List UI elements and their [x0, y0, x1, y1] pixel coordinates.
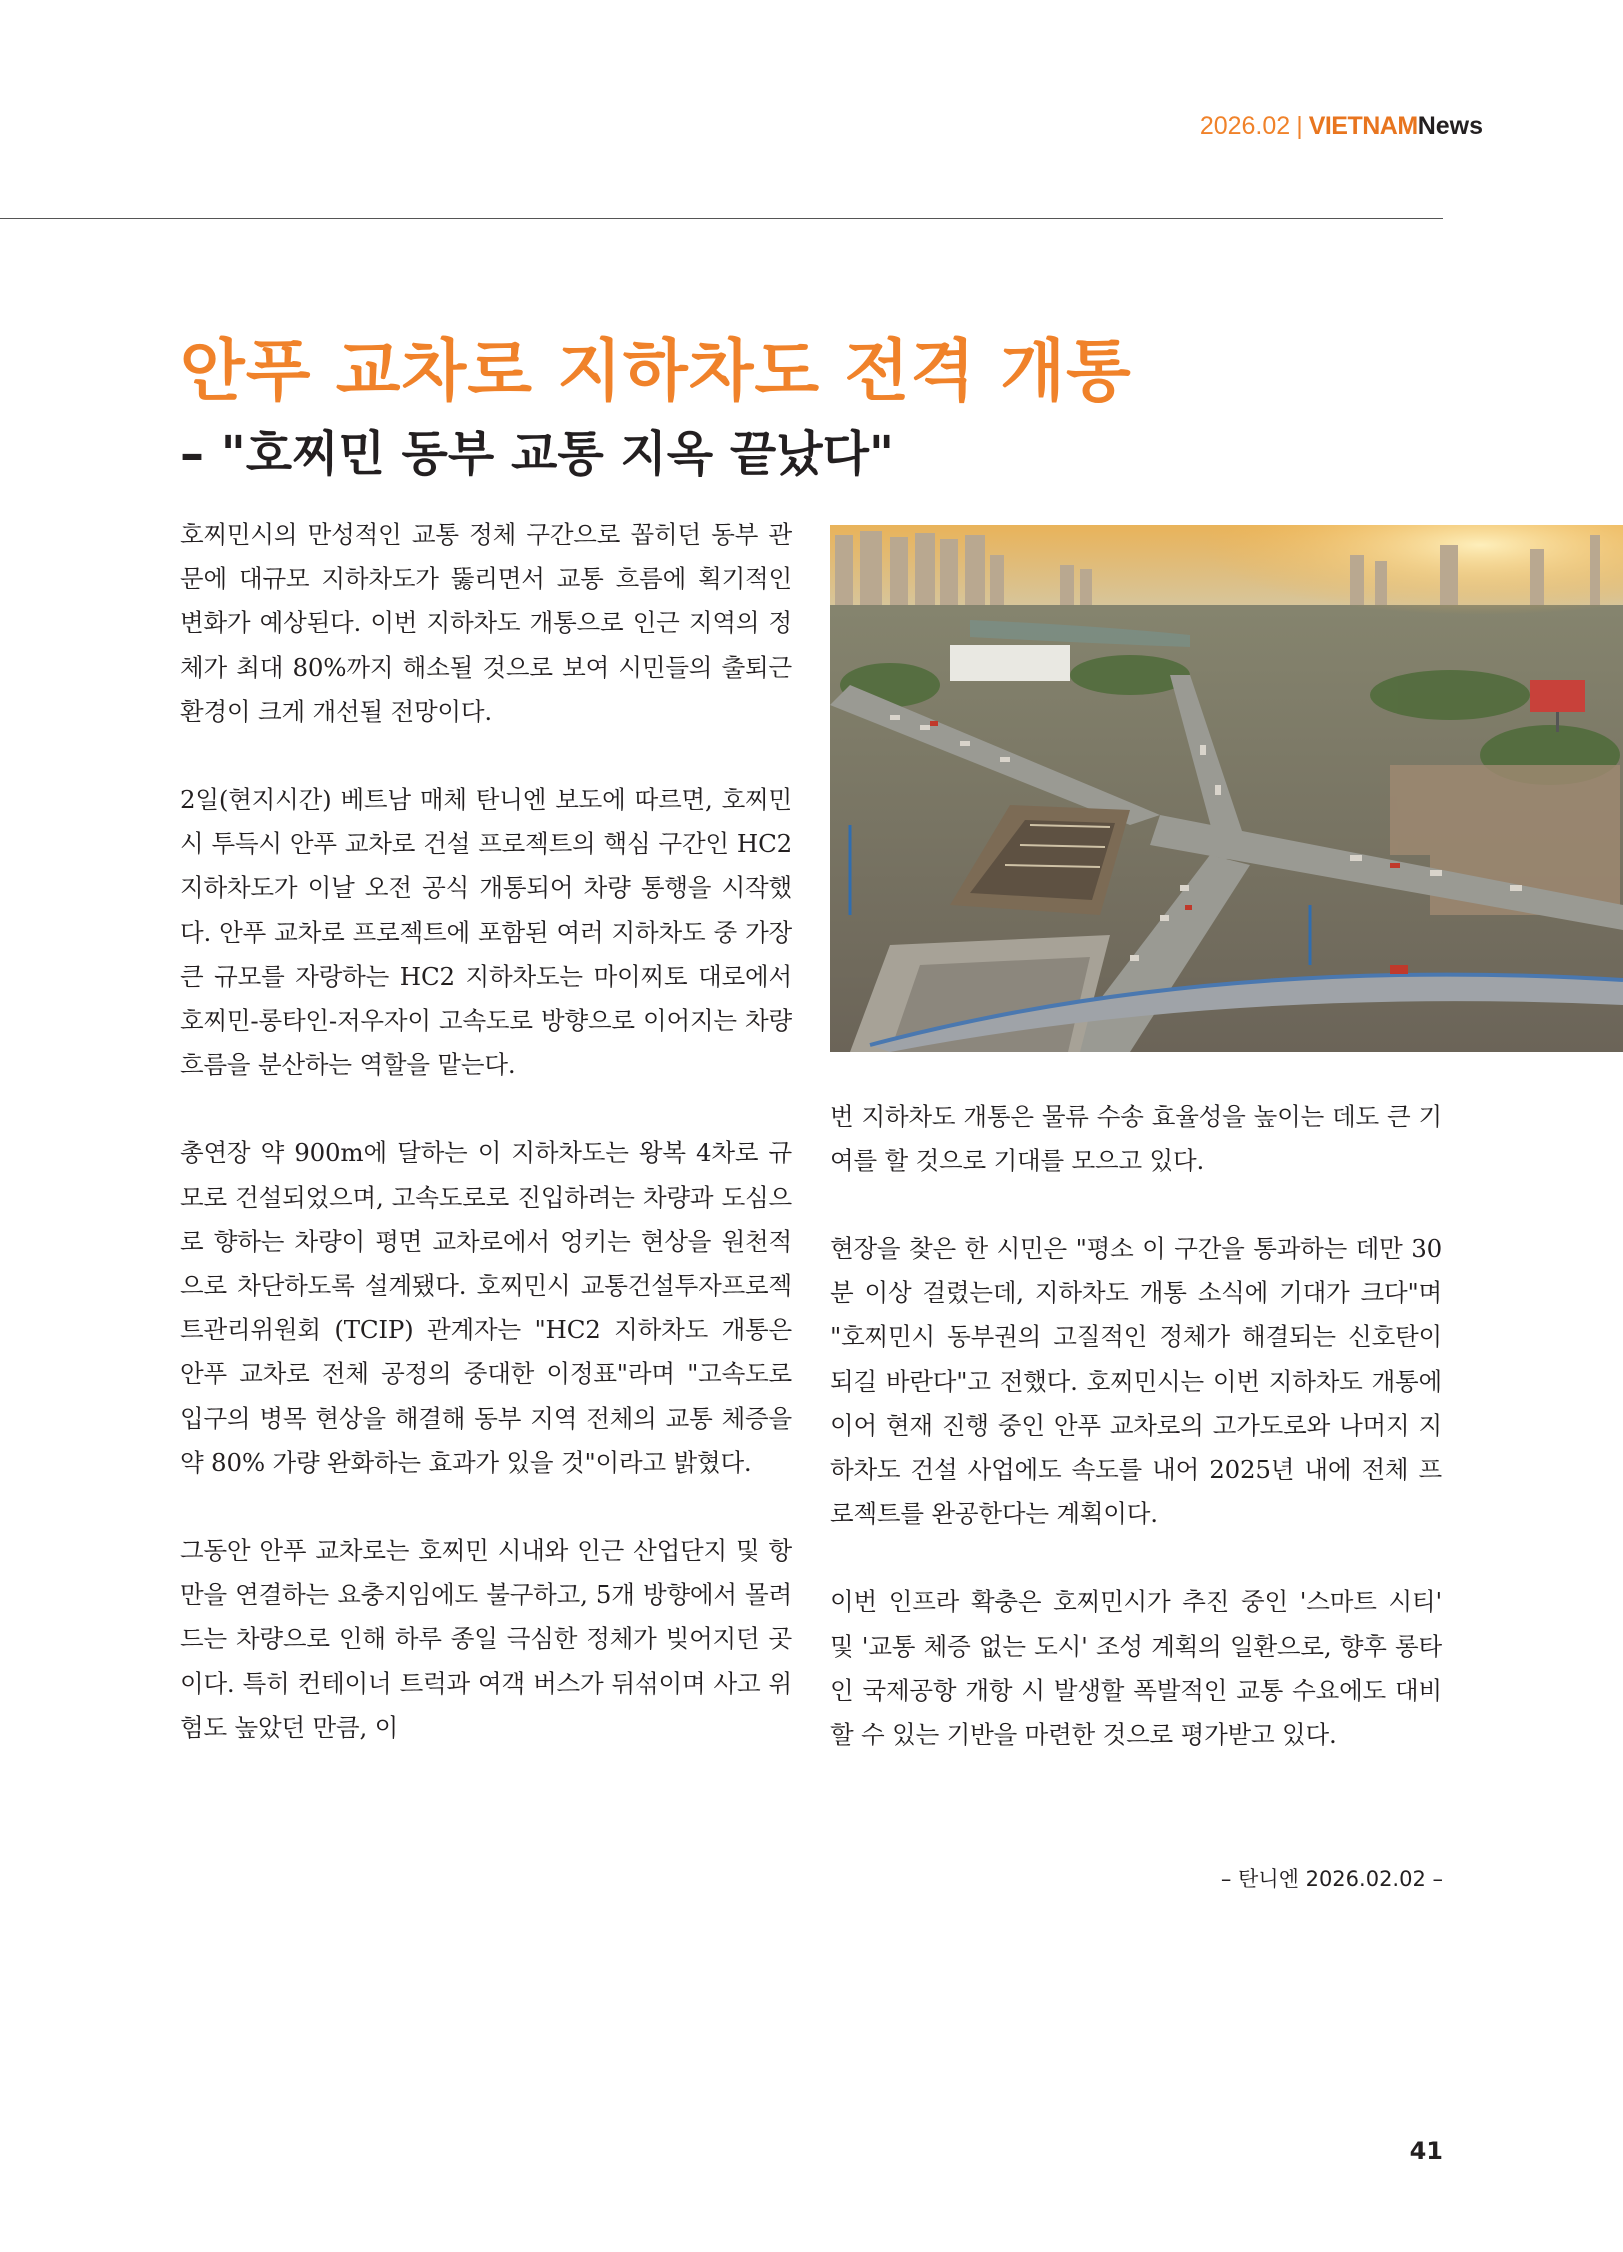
article-title: 안푸 교차로 지하차도 전격 개통 [180, 332, 1132, 410]
paragraph-1: 호찌민시의 만성적인 교통 정체 구간으로 꼽히던 동부 관문에 대규모 지하차도가 뚫리면서 교통 흐름에 획기적인 변화가 예상된다. 이번 지하차도 개통으로 인근 지역의 정체가 최대 80%까지 해소될 것으로 보여 시민들의 출퇴근 환경이 크게 개선될 전망이다. [180, 520, 792, 726]
article-subtitle: – "호찌민 동부 교통 지옥 끝났다" [180, 426, 894, 482]
paragraph-5: 현장을 찾은 한 시민은 "평소 이 구간을 통과하는 데만 30분 이상 걸렸는데, 지하차도 개통 소식에 기대가 크다"며 "호찌민시 동부권의 고질적인 정체가 해결되는 신호탄이 되길 바란다"고 전했다. 호찌민시는 이번 지하차도 개통에 이어 현재 진행 중인 안푸 교차로의 고가도로와 나머지 지하차도 건설 사업에도 속도를 내어 2025년 내에 전체 프로젝트를 완공한다는 계획이다. [830, 1234, 1442, 1529]
right-column-continuation [830, 1095, 1442, 1227]
brand-news: News [1417, 112, 1483, 140]
right-column [830, 1227, 1442, 1801]
left-column [180, 513, 792, 1794]
header-separator: | [1296, 112, 1303, 140]
paragraph-4-continued: 번 지하차도 개통은 물류 수송 효율성을 높이는 데도 큰 기여를 할 것으로 기대를 모으고 있다. [830, 1102, 1442, 1176]
header-rule [0, 218, 1443, 219]
article-source: – 탄니엔 2026.02.02 – [1220, 1867, 1443, 1891]
paragraph-4: 그동안 안푸 교차로는 호찌민 시내와 인근 산업단지 및 항만을 연결하는 요충지임에도 불구하고, 5개 방향에서 몰려드는 차량으로 인해 하루 종일 극심한 정체가 빚어지던 곳이다. 특히 컨테이너 트럭과 여객 버스가 뒤섞이며 사고 위험도 높았던 만큼, 이 [180, 1536, 792, 1742]
paragraph-2: 2일(현지시간) 베트남 매체 탄니엔 보도에 따르면, 호찌민시 투득시 안푸 교차로 건설 프로젝트의 핵심 구간인 HC2 지하차도가 이날 오전 공식 개통되어 차량 통행을 시작했다. 안푸 교차로 프로젝트에 포함된 여러 지하차도 중 가장 큰 규모를 자랑하는 HC2 지하차도는 마이찌토 대로에서 호찌민-롱타인-저우자이 고속도로 방향으로 이어지는 차량 흐름을 분산하는 역할을 맡는다. [180, 785, 792, 1080]
aerial-interchange-photo [830, 525, 1623, 1052]
paragraph-3: 총연장 약 900m에 달하는 이 지하차도는 왕복 4차로 규모로 건설되었으며, 고속도로로 진입하려는 차량과 도심으로 향하는 차량이 평면 교차로에서 엉키는 현상을 원천적으로 차단하도록 설계됐다. 호찌민시 교통건설투자프로젝트관리위원회 (TCIP) 관계자는 "HC2 지하차도 개통은 안푸 교차로 전체 공정의 중대한 이정표"라며 "고속도로 입구의 병목 현상을 해결해 동부 지역 전체의 교통 체증을 약 80% 가량 완화하는 효과가 있을 것"이라고 밝혔다. [180, 1138, 792, 1477]
paragraph-6: 이번 인프라 확충은 호찌민시가 추진 중인 '스마트 시티' 및 '교통 체증 없는 도시' 조성 계획의 일환으로, 향후 롱타인 국제공항 개항 시 발생할 폭발적인 교통 수요에도 대비할 수 있는 기반을 마련한 것으로 평가받고 있다. [830, 1587, 1442, 1750]
issue-date: 2026.02 [1199, 112, 1291, 140]
page-number: 41 [1409, 2137, 1443, 2165]
running-header [1200, 112, 1483, 141]
brand-vietnam: VIETNAM [1308, 112, 1418, 140]
